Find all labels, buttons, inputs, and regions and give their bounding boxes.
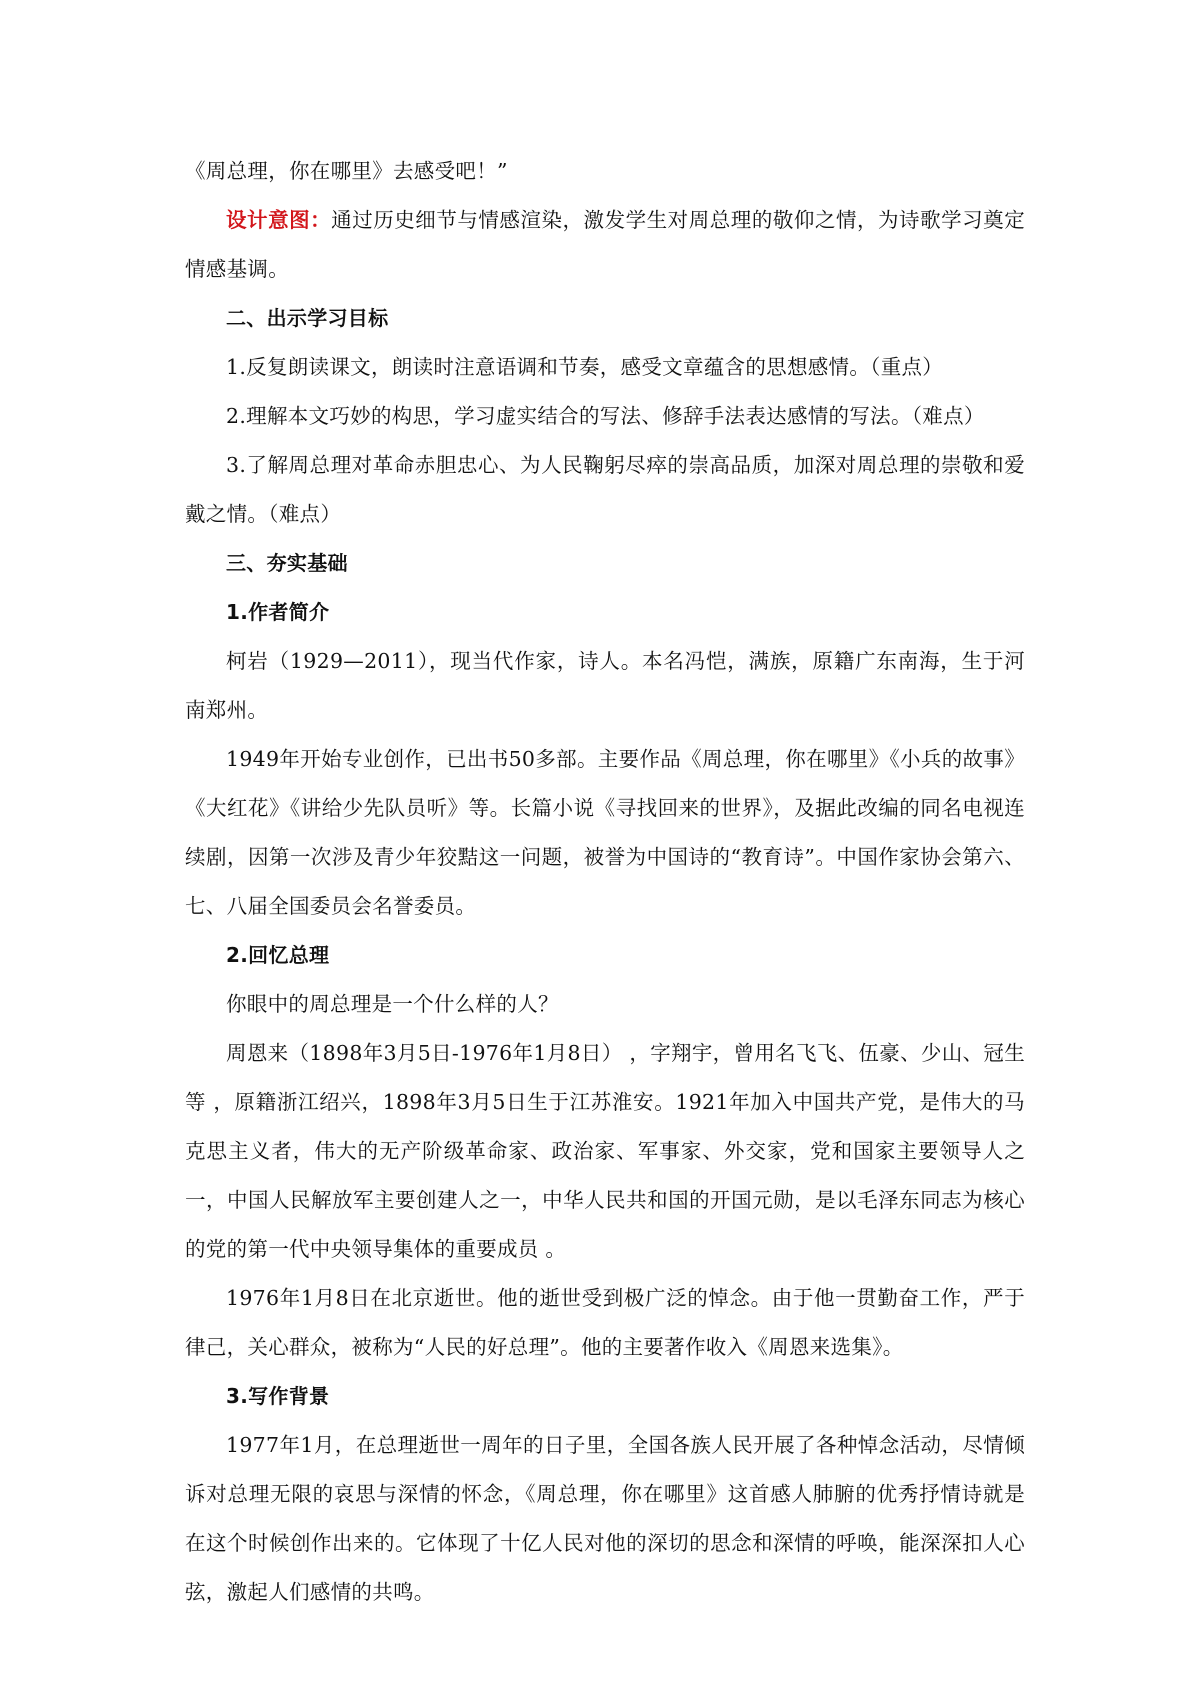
goal-item-3: 3.了解周总理对革命赤胆忠心、为人民鞠躬尽瘁的崇高品质，加深对周总理的崇敬和爱戴之情。（难点） bbox=[185, 453, 1025, 526]
section-heading-basics: 三、夯实基础 bbox=[226, 551, 348, 575]
subheading-writing-background: 3.写作背景 bbox=[226, 1384, 330, 1408]
paragraph-quote-ending: 《周总理，你在哪里》去感受吧！” bbox=[185, 159, 508, 183]
document-body bbox=[185, 147, 1025, 1617]
design-intent-label: 设计意图： bbox=[226, 208, 332, 232]
design-intent-text: 通过历史细节与情感渲染，激发学生对周总理的敬仰之情，为诗歌学习奠定情感基调。 bbox=[185, 208, 1026, 281]
goal-item-2: 2.理解本文巧妙的构思，学习虚实结合的写法、修辞手法表达感情的写法。（难点） bbox=[226, 404, 985, 428]
author-paragraph-1: 柯岩（1929—2011），现当代作家，诗人。本名冯恺，满族，原籍广东南海，生于河南郑州。 bbox=[185, 649, 1025, 722]
goal-item-1: 1.反复朗读课文，朗读时注意语调和节奏，感受文章蕴含的思想感情。（重点） bbox=[226, 355, 944, 379]
author-paragraph-2: 1949年开始专业创作，已出书50多部。主要作品《周总理，你在哪里》《小兵的故事》《大红花》《讲给少先队员听》等。长篇小说《寻找回来的世界》，及据此改编的同名电视连续剧，因第一次涉及青少年狡黠这一问题，被誉为中国诗的“教育诗”。中国作家协会第六、七、八届全国委员会名誉委员。 bbox=[185, 747, 1025, 918]
subheading-author-intro: 1.作者简介 bbox=[226, 600, 330, 624]
zhou-bio-paragraph-1: 周恩来（1898年3月5日-1976年1月8日） ，字翔宇，曾用名飞飞、伍豪、少山、冠生等 ，原籍浙江绍兴，1898年3月5日生于江苏淮安。1921年加入中国共产党，是伟大的马克思主义者，伟大的无产阶级革命家、政治家、军事家、外交家，党和国家主要领导人之一，中国人民解放军主要创建人之一，中华人民共和国的开国元勋，是以毛泽东同志为核心的党的第一代中央领导集体的重要成员 。 bbox=[185, 1041, 1025, 1261]
background-paragraph: 1977年1月，在总理逝世一周年的日子里，全国各族人民开展了各种悼念活动，尽情倾诉对总理无限的哀思与深情的怀念，《周总理，你在哪里》这首感人肺腑的优秀抒情诗就是在这个时候创作出来的。它体现了十亿人民对他的深切的思念和深情的呼唤，能深深扣人心弦，激起人们感情的共鸣。 bbox=[185, 1433, 1025, 1604]
design-intent-paragraph bbox=[185, 196, 1025, 294]
subheading-recall-premier: 2.回忆总理 bbox=[226, 943, 330, 967]
recall-question: 你眼中的周总理是一个什么样的人？ bbox=[226, 992, 559, 1016]
zhou-bio-paragraph-2: 1976年1月8日在北京逝世。他的逝世受到极广泛的悼念。由于他一贯勤奋工作，严于律己，关心群众，被称为“人民的好总理”。他的主要著作收入《周恩来选集》。 bbox=[185, 1286, 1025, 1359]
section-heading-goals: 二、出示学习目标 bbox=[226, 306, 389, 330]
